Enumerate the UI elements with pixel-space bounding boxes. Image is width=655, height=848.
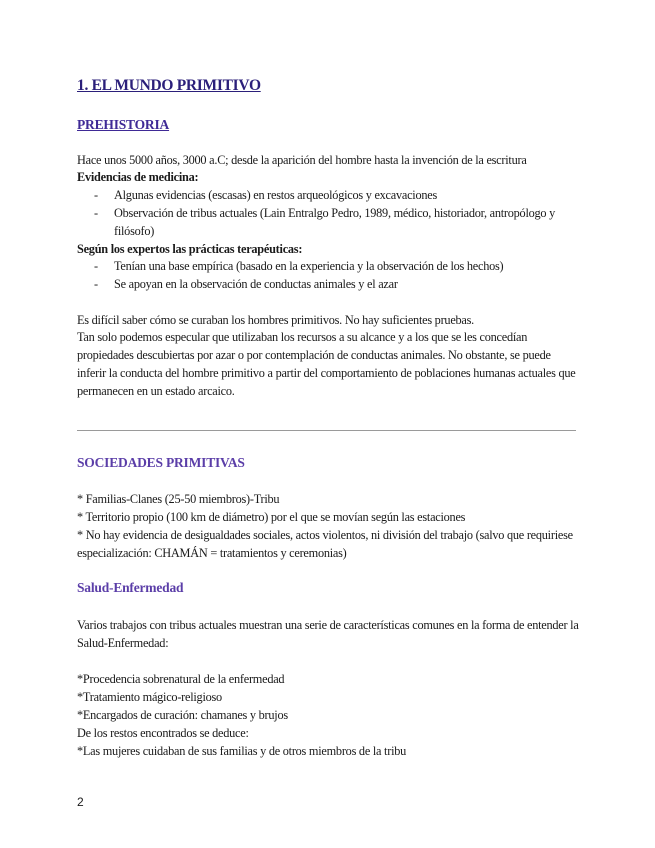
section-heading-salud: Salud-Enfermedad xyxy=(77,580,184,595)
prehistoria-intro: Hace unos 5000 años, 3000 a.C; desde la aparición del hombre hasta la invención de la escritura xyxy=(77,153,527,167)
prehistoria-paragraph-line1: Es difícil saber cómo se curaban los hombres primitivos. No hay suficientes pruebas. xyxy=(77,313,474,327)
experts-list xyxy=(77,257,587,293)
list-item: * No hay evidencia de desigualdades sociales, actos violentos, ni división del trabajo (salvo que requiriese especialización: CHAMÁN = tratamientos y ceremonias) xyxy=(77,528,573,560)
dash-bullet: - xyxy=(94,259,98,273)
section-heading-sociedades: SOCIEDADES PRIMITIVAS xyxy=(77,455,245,470)
page-title: 1. EL MUNDO PRIMITIVO xyxy=(77,77,261,94)
list-item: - Se apoyan en la observación de conductas animales y el azar xyxy=(94,277,398,291)
list-item: - Tenían una base empírica (basado en la experiencia y la observación de los hechos) xyxy=(94,259,504,273)
list-item: *Tratamiento mágico-religioso xyxy=(77,690,222,704)
evidence-heading: Evidencias de medicina: xyxy=(77,170,199,184)
experts-heading: Según los expertos las prácticas terapéuticas: xyxy=(77,242,303,256)
salud-deduce: De los restos encontrados se deduce: xyxy=(77,726,249,740)
evidence-list xyxy=(77,186,587,240)
dash-bullet: - xyxy=(94,206,98,220)
dash-bullet: - xyxy=(94,188,98,202)
list-item: * Familias-Clanes (25-50 miembros)-Tribu xyxy=(77,492,280,506)
section-heading-prehistoria: PREHISTORIA xyxy=(77,117,170,132)
page-number: 2 xyxy=(77,795,84,809)
list-item: *Las mujeres cuidaban de sus familias y de otros miembros de la tribu xyxy=(77,744,407,758)
prehistoria-paragraph: Tan solo podemos especular que utilizaban los recursos a su alcance y a los que se les concedían propiedades descubiertas por azar o por contemplación de conductas animales. No obstante, se puede inferir la conducta del hombre primitivo a partir del comportamiento de poblaciones humanas actuales que permanecen en un estado arcaico. xyxy=(77,330,576,398)
dash-bullet: - xyxy=(94,277,98,291)
horizontal-divider xyxy=(77,430,576,431)
list-item: - Algunas evidencias (escasas) en restos arqueológicos y excavaciones xyxy=(94,188,437,202)
list-item: - Observación de tribus actuales (Lain Entralgo Pedro, 1989, médico, historiador, antropólogo y filósofo) xyxy=(94,206,556,238)
list-item: * Territorio propio (100 km de diámetro) por el que se movían según las estaciones xyxy=(77,510,466,524)
list-item: *Encargados de curación: chamanes y brujos xyxy=(77,708,288,722)
list-item: *Procedencia sobrenatural de la enfermedad xyxy=(77,672,285,686)
salud-intro: Varios trabajos con tribus actuales muestran una serie de características comunes en la forma de entender la Salud-Enfermedad: xyxy=(77,618,579,650)
